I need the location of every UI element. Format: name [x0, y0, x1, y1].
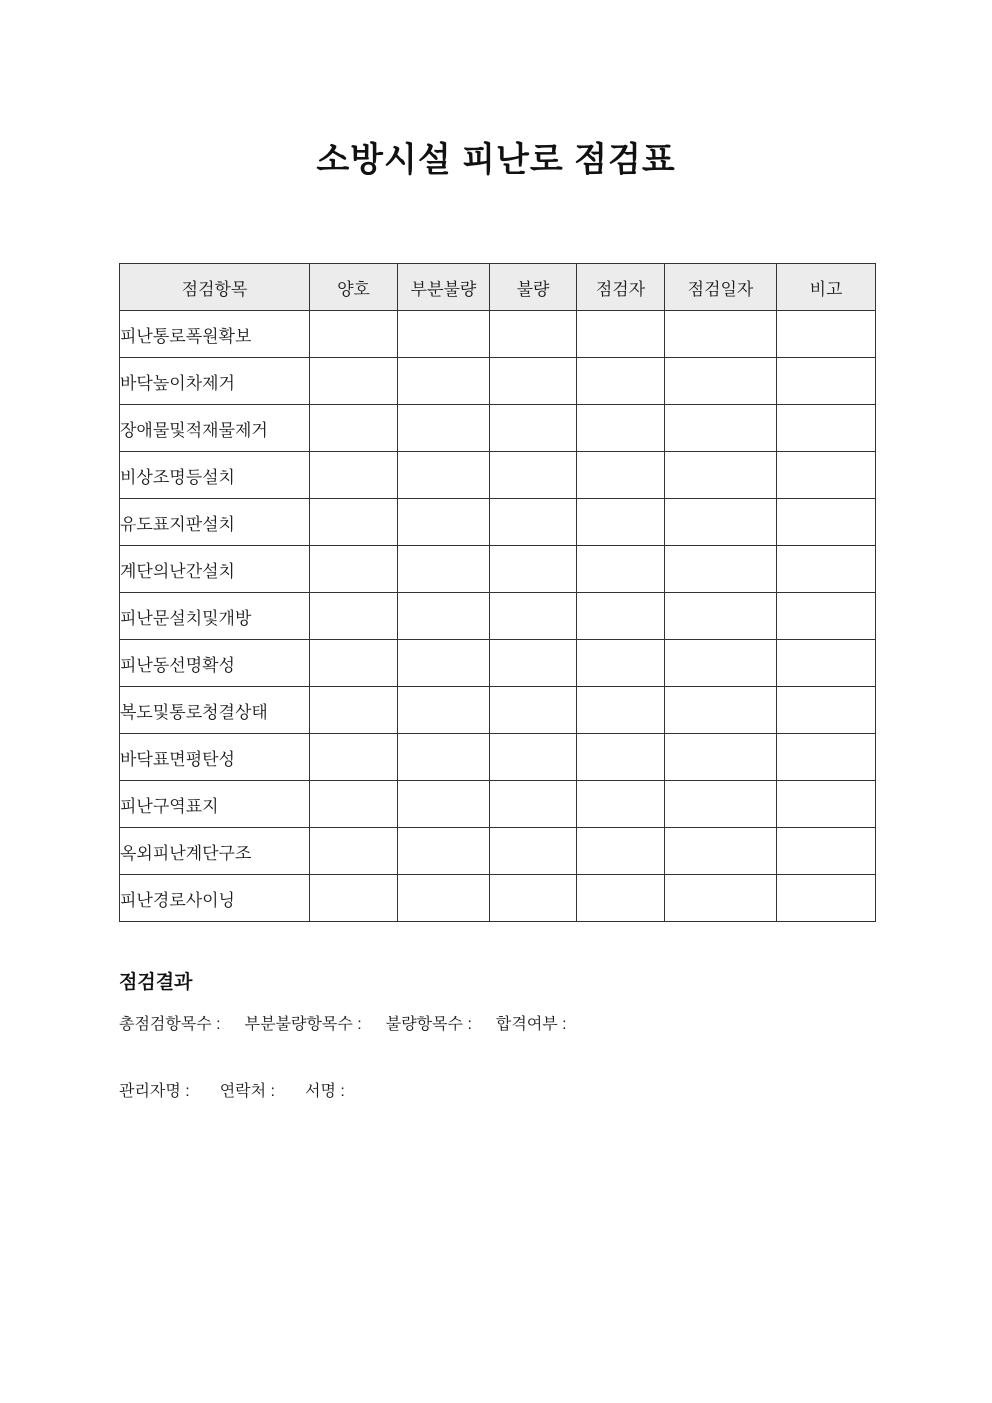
table-row: [120, 452, 876, 499]
cell-defect: [490, 405, 577, 452]
contact-field: 연락처 :: [219, 1083, 275, 1100]
table-row: [120, 687, 876, 734]
cell-good: [310, 734, 398, 781]
cell-remarks: [777, 405, 876, 452]
row-label: 비상조명등설치: [120, 452, 310, 499]
cell-inspector: [577, 734, 665, 781]
cell-good: [310, 828, 398, 875]
cell-inspector: [577, 828, 665, 875]
manager-line: [119, 1078, 992, 1101]
cell-good: [310, 405, 398, 452]
cell-defect: [490, 734, 577, 781]
row-label: 바닥높이차제거: [120, 358, 310, 405]
column-header-partial-defect: 부분불량: [398, 264, 490, 311]
column-header-inspector: 점검자: [577, 264, 665, 311]
cell-inspector: [577, 405, 665, 452]
cell-defect: [490, 593, 577, 640]
manager-name-field: 관리자명 :: [119, 1083, 190, 1100]
result-summary-line: [119, 1011, 992, 1034]
table-row: [120, 405, 876, 452]
inspection-table-container: [119, 263, 875, 922]
cell-inspector: [577, 452, 665, 499]
table-row: [120, 593, 876, 640]
cell-good: [310, 499, 398, 546]
table-row: [120, 875, 876, 922]
row-label: 피난동선명확성: [120, 640, 310, 687]
cell-date: [665, 593, 777, 640]
cell-remarks: [777, 358, 876, 405]
cell-good: [310, 358, 398, 405]
table-row: [120, 828, 876, 875]
cell-inspector: [577, 546, 665, 593]
cell-defect: [490, 687, 577, 734]
column-header-remarks: 비고: [777, 264, 876, 311]
cell-date: [665, 828, 777, 875]
cell-remarks: [777, 593, 876, 640]
cell-inspector: [577, 358, 665, 405]
cell-partial-defect: [398, 781, 490, 828]
cell-partial-defect: [398, 875, 490, 922]
cell-good: [310, 640, 398, 687]
summary-field-partial-defect-count: 부분불량항목수 :: [244, 1016, 362, 1033]
cell-date: [665, 358, 777, 405]
cell-partial-defect: [398, 828, 490, 875]
cell-defect: [490, 358, 577, 405]
cell-inspector: [577, 499, 665, 546]
cell-defect: [490, 452, 577, 499]
table-row: [120, 640, 876, 687]
cell-partial-defect: [398, 311, 490, 358]
cell-remarks: [777, 452, 876, 499]
row-label: 바닥표면평탄성: [120, 734, 310, 781]
column-header-defect: 불량: [490, 264, 577, 311]
cell-date: [665, 734, 777, 781]
cell-defect: [490, 875, 577, 922]
cell-inspector: [577, 640, 665, 687]
cell-good: [310, 687, 398, 734]
row-label: 피난통로폭원확보: [120, 311, 310, 358]
cell-defect: [490, 640, 577, 687]
row-label: 피난구역표지: [120, 781, 310, 828]
cell-defect: [490, 499, 577, 546]
cell-remarks: [777, 687, 876, 734]
cell-partial-defect: [398, 358, 490, 405]
cell-partial-defect: [398, 452, 490, 499]
cell-defect: [490, 311, 577, 358]
summary-field-pass-status: 합격여부 :: [495, 1016, 567, 1033]
row-label: 계단의난간설치: [120, 546, 310, 593]
cell-partial-defect: [398, 405, 490, 452]
table-row: [120, 358, 876, 405]
table-header-row: [120, 264, 876, 311]
inspection-table: [119, 263, 876, 922]
cell-good: [310, 546, 398, 593]
cell-inspector: [577, 311, 665, 358]
cell-date: [665, 781, 777, 828]
cell-inspector: [577, 687, 665, 734]
row-label: 유도표지판설치: [120, 499, 310, 546]
result-heading: 점검결과: [119, 972, 193, 993]
table-row: [120, 499, 876, 546]
row-label: 장애물및적재물제거: [120, 405, 310, 452]
cell-date: [665, 405, 777, 452]
cell-date: [665, 452, 777, 499]
cell-date: [665, 311, 777, 358]
cell-remarks: [777, 875, 876, 922]
table-row: [120, 781, 876, 828]
row-label: 피난문설치및개방: [120, 593, 310, 640]
cell-good: [310, 875, 398, 922]
result-section: [119, 967, 992, 1101]
cell-good: [310, 311, 398, 358]
signature-field: 서명 :: [304, 1083, 345, 1100]
cell-partial-defect: [398, 734, 490, 781]
cell-remarks: [777, 734, 876, 781]
cell-date: [665, 687, 777, 734]
column-header-good: 양호: [310, 264, 398, 311]
table-row: [120, 311, 876, 358]
column-header-item: 점검항목: [120, 264, 310, 311]
cell-remarks: [777, 311, 876, 358]
cell-remarks: [777, 640, 876, 687]
cell-date: [665, 640, 777, 687]
cell-date: [665, 875, 777, 922]
cell-date: [665, 546, 777, 593]
table-row: [120, 546, 876, 593]
cell-defect: [490, 781, 577, 828]
cell-defect: [490, 546, 577, 593]
cell-remarks: [777, 499, 876, 546]
summary-field-defect-count: 불량항목수 :: [385, 1016, 472, 1033]
summary-field-total-items: 총점검항목수 :: [119, 1016, 221, 1033]
cell-remarks: [777, 781, 876, 828]
cell-remarks: [777, 546, 876, 593]
cell-inspector: [577, 781, 665, 828]
cell-remarks: [777, 828, 876, 875]
cell-inspector: [577, 875, 665, 922]
row-label: 옥외피난계단구조: [120, 828, 310, 875]
cell-good: [310, 452, 398, 499]
row-label: 복도및통로청결상태: [120, 687, 310, 734]
column-header-inspection-date: 점검일자: [665, 264, 777, 311]
cell-defect: [490, 828, 577, 875]
cell-good: [310, 781, 398, 828]
cell-inspector: [577, 593, 665, 640]
cell-partial-defect: [398, 687, 490, 734]
cell-partial-defect: [398, 593, 490, 640]
table-row: [120, 734, 876, 781]
row-label: 피난경로사이닝: [120, 875, 310, 922]
cell-date: [665, 499, 777, 546]
cell-partial-defect: [398, 499, 490, 546]
cell-partial-defect: [398, 546, 490, 593]
cell-partial-defect: [398, 640, 490, 687]
cell-good: [310, 593, 398, 640]
page-title: 소방시설 피난로 점검표: [316, 141, 676, 179]
